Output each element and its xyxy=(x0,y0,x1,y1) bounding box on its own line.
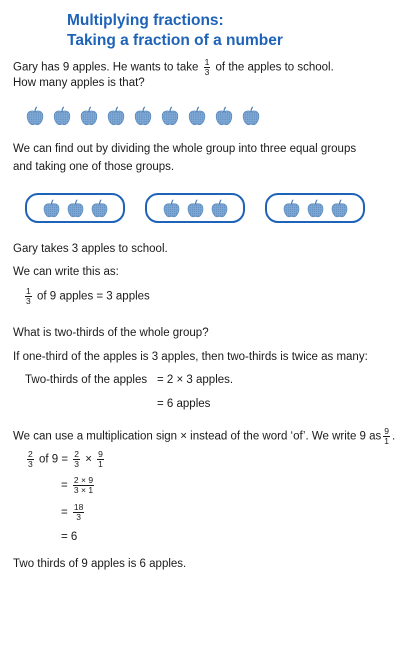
apple-icon xyxy=(209,198,230,219)
fraction-denominator: 1 xyxy=(98,459,103,469)
intro-text-a: Gary has 9 apples. He wants to take xyxy=(13,61,199,74)
apple-row xyxy=(24,105,262,127)
fraction-numerator: 9 xyxy=(98,449,103,459)
fraction-nine-over-one xyxy=(97,450,104,469)
calc-row-2 xyxy=(61,476,96,495)
fraction-numerator: 1 xyxy=(26,286,31,296)
fraction-denominator: 3 xyxy=(204,67,210,77)
apple-icon xyxy=(185,198,206,219)
fraction-denominator: 3 xyxy=(26,296,31,306)
fraction-numerator: 18 xyxy=(73,502,84,512)
question-two-thirds: What is two-thirds of the whole group? xyxy=(13,327,209,339)
apple-icon xyxy=(78,105,100,127)
apple-icon xyxy=(281,198,302,219)
times-sign: × xyxy=(85,453,92,466)
fraction-two-thirds xyxy=(27,450,34,469)
fraction-numerator: 1 xyxy=(204,57,210,67)
page-title-line1: Multiplying fractions: xyxy=(67,12,224,29)
apple-icon xyxy=(105,105,127,127)
fraction-numerator: 2 xyxy=(28,449,33,459)
apple-icon xyxy=(24,105,46,127)
mult-sign-text xyxy=(13,427,395,446)
intro-line2: How many apples is that? xyxy=(13,77,145,89)
apple-icon xyxy=(41,198,62,219)
apple-icon xyxy=(186,105,208,127)
apple-icon xyxy=(65,198,86,219)
fraction-two-thirds xyxy=(73,450,80,469)
apple-group-1 xyxy=(25,193,125,223)
apple-icon xyxy=(329,198,350,219)
fraction-product xyxy=(73,476,94,495)
calc-row-1 xyxy=(25,450,106,469)
equals-sign: = xyxy=(61,479,68,492)
apple-icon xyxy=(213,105,235,127)
fraction-denominator: 3 × 1 xyxy=(73,485,94,495)
reason-text: If one-third of the apples is 3 apples, then two-thirds is twice as many: xyxy=(13,351,368,363)
apple-group-3 xyxy=(265,193,365,223)
fraction-numerator: 9 xyxy=(384,426,390,436)
conclusion-text: Two thirds of 9 apples is 6 apples. xyxy=(13,558,187,570)
equation-text: of 9 apples = 3 apples xyxy=(36,290,150,303)
calc-lhs-text: of 9 xyxy=(38,453,59,466)
mult-sign-text-a: We can use a multiplication sign × instead of the word ‘of’. We write 9 as xyxy=(13,430,382,443)
two-thirds-step1: = 2 × 3 apples. xyxy=(157,374,234,386)
result-text: Gary takes 3 apples to school. xyxy=(13,243,168,255)
write-as-text: We can write this as: xyxy=(13,266,119,278)
apple-icon xyxy=(51,105,73,127)
fraction-denominator: 3 xyxy=(74,459,79,469)
two-thirds-label: Two-thirds of the apples xyxy=(25,374,148,386)
apple-icon xyxy=(159,105,181,127)
fraction-numerator: 2 × 9 xyxy=(73,475,94,485)
two-thirds-step2: = 6 apples xyxy=(157,398,211,410)
divide-line2: and taking one of those groups. xyxy=(13,161,175,173)
apple-icon xyxy=(132,105,154,127)
equals-sign: = xyxy=(61,506,68,519)
equation-one-third xyxy=(23,287,150,306)
apple-group-2 xyxy=(145,193,245,223)
fraction-numerator: 2 xyxy=(74,449,79,459)
fraction-denominator: 3 xyxy=(28,459,33,469)
divide-line1: We can find out by dividing the whole group into three equal groups xyxy=(13,143,357,155)
intro-line1 xyxy=(13,58,334,77)
equals-sign: = xyxy=(61,453,69,466)
fraction-denominator: 1 xyxy=(384,436,390,446)
apple-icon xyxy=(161,198,182,219)
fraction-nine-over-one xyxy=(383,427,390,446)
fraction-denominator: 3 xyxy=(73,512,84,522)
fraction-eighteen-thirds xyxy=(73,503,84,522)
apple-icon xyxy=(89,198,110,219)
page-title-line2: Taking a fraction of a number xyxy=(67,32,283,49)
apple-icon xyxy=(305,198,326,219)
intro-text-b: of the apples to school. xyxy=(215,61,334,74)
fraction-one-third xyxy=(204,58,211,77)
calc-row-4: = 6 xyxy=(61,531,78,543)
fraction-one-third xyxy=(25,287,32,306)
mult-sign-text-b: . xyxy=(392,430,396,443)
calc-row-3 xyxy=(61,503,86,522)
apple-icon xyxy=(240,105,262,127)
